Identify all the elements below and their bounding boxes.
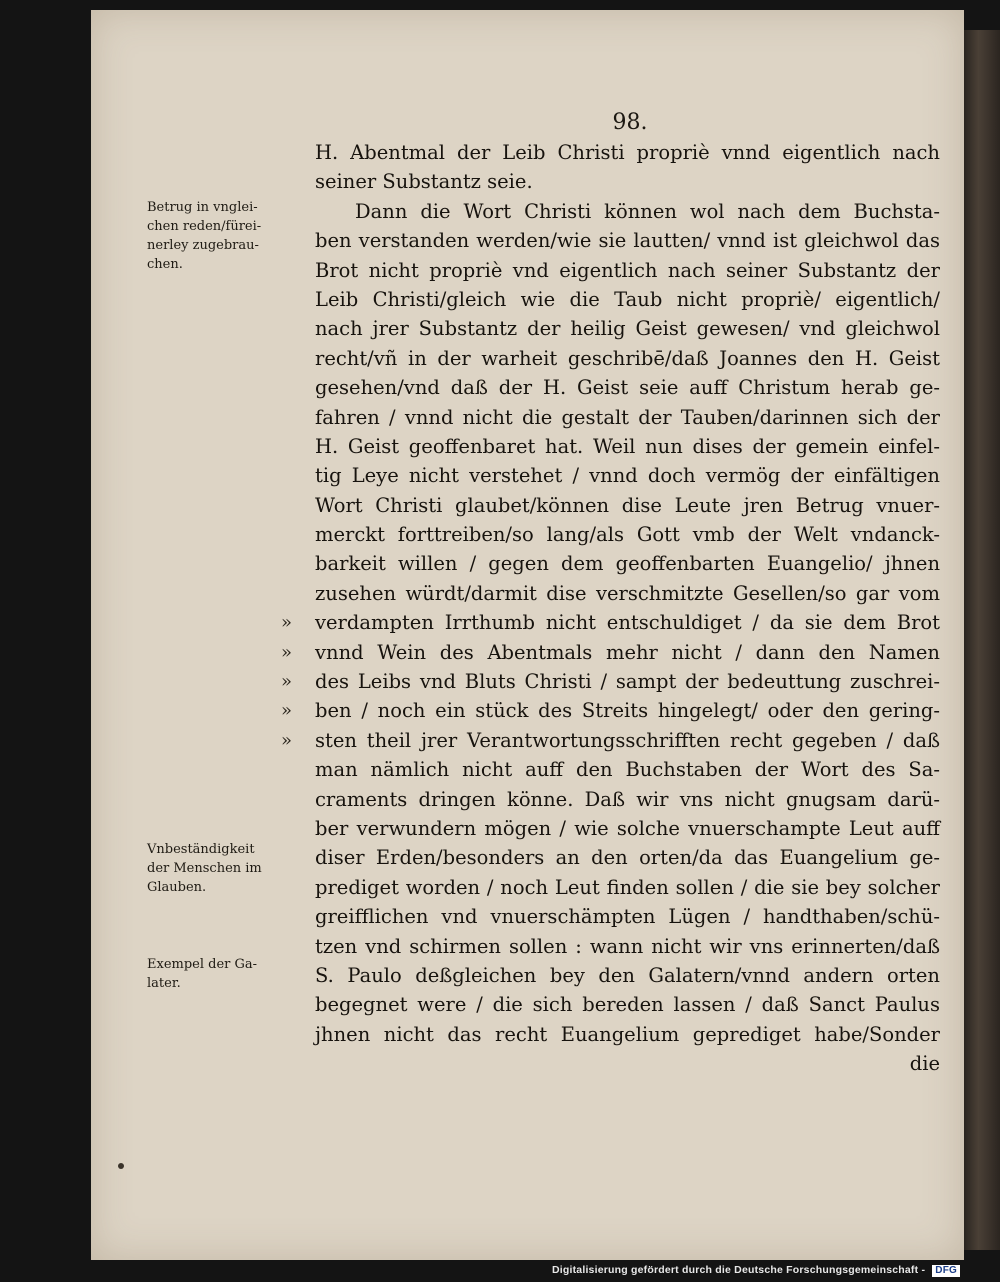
text-line: prediget worden / noch Leut finden sollen / die sie bey solcher xyxy=(315,875,940,899)
text-line: ben verstanden werden/wie sie lautten/ vnnd ist gleichwol das xyxy=(315,229,940,253)
page-number: 98. xyxy=(612,110,648,135)
margin-note-line: Vnbeständigkeit xyxy=(147,842,255,857)
margin-note-line: chen reden/fürei- xyxy=(147,219,262,234)
text-line: greifflichen vnd vnuerschämpten Lügen / handthaben/schü- xyxy=(315,905,940,929)
quoted-text-line xyxy=(281,667,940,696)
text-line: Wort Christi glaubet/können dise Leute jren Betrug vnuer- xyxy=(315,493,940,517)
text-line: fahren / vnnd nicht die gestalt der Tauben/darinnen sich der xyxy=(315,405,940,429)
text-line: recht/vñ in der warheit geschribē/daß Joannes den H. Geist xyxy=(315,346,940,370)
text-line-content: des Leibs vnd Bluts Christi / sampt der bedeuttung zuschrei- xyxy=(315,670,940,694)
text-line: Brot nicht propriè vnd eigentlich nach seiner Substantz der xyxy=(315,258,940,282)
text-line: tig Leye nicht verstehet / vnnd doch vermög der einfältigen xyxy=(315,464,940,488)
text-line: H. Abentmal der Leib Christi propriè vnnd eigentlich nach xyxy=(315,141,940,164)
footer-text: Digitalisierung gefördert durch die Deutsche Forschungsgemeinschaft - xyxy=(551,1264,926,1276)
main-text-block xyxy=(281,138,940,1079)
text-line: jhnen nicht das recht Euangelium geprediget habe/Sonder xyxy=(315,1022,940,1046)
text-line: S. Paulo deßgleichen bey den Galatern/vnnd andern orten xyxy=(315,963,940,987)
text-line: tzen vnd schirmen sollen : wann nicht wir vns erinnerten/daß xyxy=(315,934,940,958)
margin-note-line: Betrug in vnglei- xyxy=(147,200,258,215)
text-line: gesehen/vnd daß der H. Geist seie auff Christum herab ge- xyxy=(315,376,940,400)
text-line-content: sten theil jrer Verantwortungsschrifften recht gegeben / daß xyxy=(315,728,940,752)
text-line: diser Erden/besonders an den orten/da das Euangelium ge- xyxy=(315,846,940,870)
margin-note-unbestaendigkeit xyxy=(147,840,307,897)
margin-note-exempel xyxy=(147,955,307,993)
digitization-footer xyxy=(552,1264,960,1277)
quote-mark: » xyxy=(281,612,293,634)
margin-note-line: chen. xyxy=(147,257,183,272)
text-line: merckt forttreiben/so lang/als Gott vmb der Welt vndanck- xyxy=(315,523,940,547)
text-line: H. Geist geoffenbaret hat. Weil nun dises der gemein einfel- xyxy=(315,434,940,458)
text-line-content: verdampten Irrthumb nicht entschuldiget / da sie dem Brot xyxy=(315,611,940,635)
text-line: zusehen würdt/darmit dise verschmitzte Gesellen/so gar vom xyxy=(315,581,940,605)
margin-note-line: Glauben. xyxy=(147,880,207,895)
text-line: man nämlich nicht auff den Buchstaben der Wort des Sa- xyxy=(315,758,940,782)
quoted-text-line xyxy=(281,608,940,637)
catchword: die xyxy=(909,1052,940,1076)
margin-note-line: later. xyxy=(147,976,181,991)
margin-note-line: der Menschen im xyxy=(147,861,262,876)
dfg-logo-icon: DFG xyxy=(932,1265,960,1277)
margin-note-line: nerley zugebrau- xyxy=(147,238,259,253)
quote-mark: » xyxy=(281,671,293,693)
margin-note-line: Exempel der Ga- xyxy=(147,957,258,972)
text-line: seiner Substantz seie. xyxy=(315,170,533,194)
book-spine-edge xyxy=(964,30,1000,1250)
text-line-content: vnnd Wein des Abentmals mehr nicht / dann den Namen xyxy=(315,640,940,664)
quoted-text-line xyxy=(281,696,940,725)
quote-mark: » xyxy=(281,641,293,663)
text-line: Leib Christi/gleich wie die Taub nicht propriè/ eigentlich/ xyxy=(315,287,940,311)
text-line: barkeit willen / gegen dem geoffenbarten Euangelio/ jhnen xyxy=(315,552,940,576)
text-line: begegnet were / die sich bereden lassen / daß Sanct Paulus xyxy=(315,993,940,1017)
quoted-text-line xyxy=(281,638,940,667)
text-line: Dann die Wort Christi können wol nach dem Buchsta- xyxy=(355,199,940,223)
quote-mark: » xyxy=(281,700,293,722)
margin-note-betrug xyxy=(147,198,307,274)
text-line: craments dringen könne. Daß wir vns nicht gnugsam darü- xyxy=(315,787,940,811)
text-line: nach jrer Substantz der heilig Geist gewesen/ vnd gleichwol xyxy=(315,317,940,341)
quote-mark: » xyxy=(281,729,293,751)
quoted-text-line xyxy=(281,726,940,755)
text-line-content: ben / noch ein stück des Streits hingelegt/ oder den gering- xyxy=(315,699,940,723)
text-line: ber verwundern mögen / wie solche vnuerschampte Leut auff xyxy=(315,816,940,840)
ink-speck xyxy=(118,1163,124,1169)
